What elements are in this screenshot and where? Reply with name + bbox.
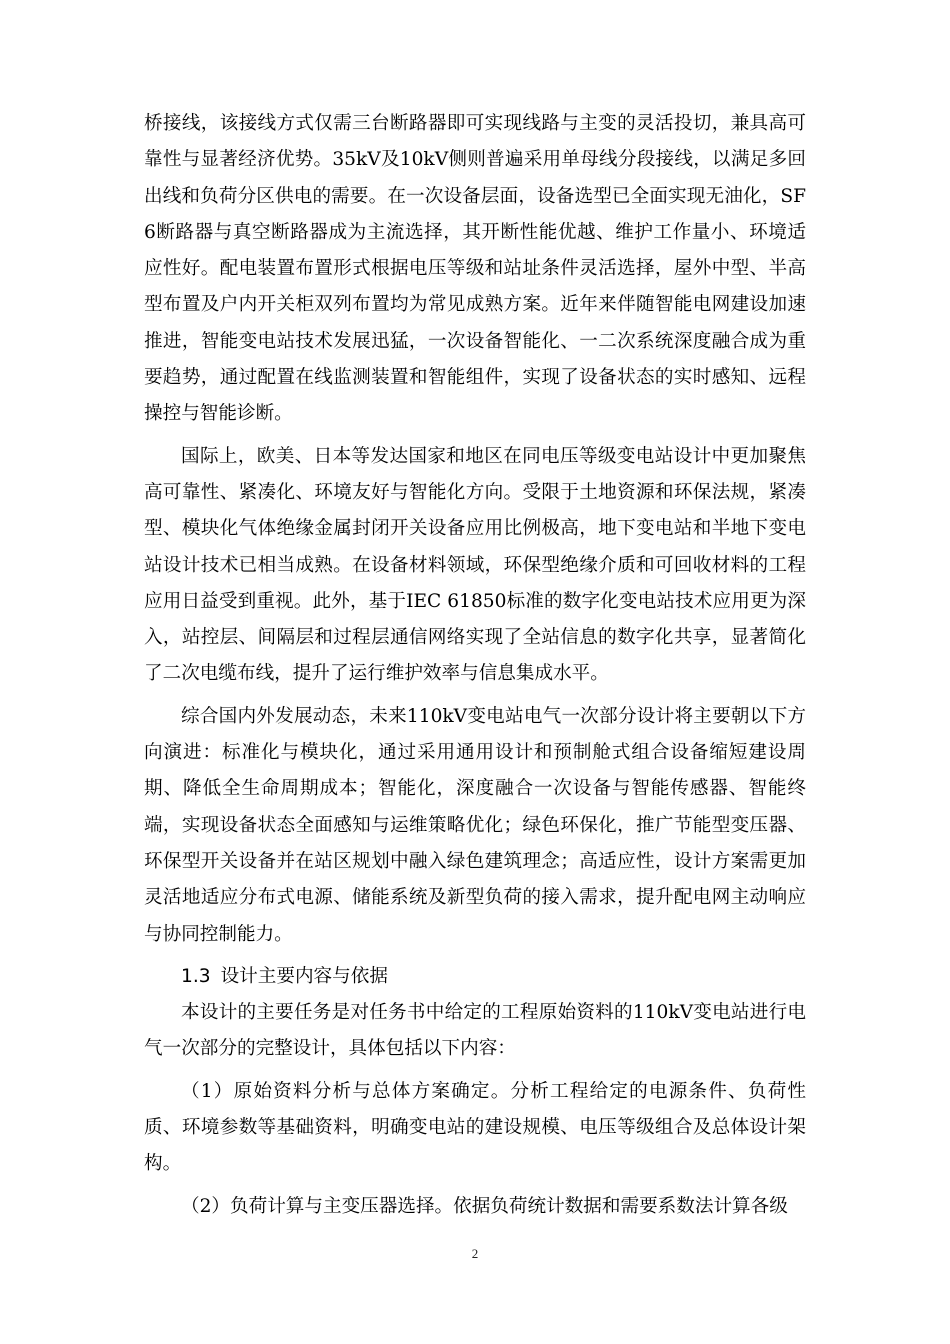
- paragraph-task: 本设计的主要任务是对任务书中给定的工程原始资料的110kV变电站进行电气一次部分的完整设计，具体包括以下内容：: [144, 1002, 806, 1060]
- section-heading: [144, 959, 806, 995]
- section-title: 设计主要内容与依据: [220, 965, 388, 987]
- list-item-1: （1）原始资料分析与总体方案确定。分析工程给定的电源条件、负荷性质、环境参数等基础资料，明确变电站的建设规模、电压等级组合及总体设计架构。: [144, 1080, 806, 1175]
- page-number: 2: [471, 1246, 479, 1261]
- body-text: [144, 106, 806, 1225]
- paragraph-continued: 桥接线，该接线方式仅需三台断路器即可实现线路与主变的灵活投切，兼具高可靠性与显著经济优势。35kV及10kV侧则普遍采用单母线分段接线，以满足多回出线和负荷分区供电的需要。在一次设备层面，设备选型已全面实现无油化，SF6断路器与真空断路器成为主流选择，其开断性能优越、维护工作量小、环境适应性好。配电装置布置形式根据电压等级和站址条件灵活选择，屋外中型、半高型布置及户内开关柜双列布置均为常见成熟方案。近年来伴随智能电网建设加速推进，智能变电站技术发展迅猛，一次设备智能化、一二次系统深度融合成为重要趋势，通过配置在线监测装置和智能组件，实现了设备状态的实时感知、远程操控与智能诊断。: [144, 113, 806, 425]
- paragraph-international: 国际上，欧美、日本等发达国家和地区在同电压等级变电站设计中更加聚焦高可靠性、紧凑化、环境友好与智能化方向。受限于土地资源和环保法规，紧凑型、模块化气体绝缘金属封闭开关设备应用比例极高，地下变电站和半地下变电站设计技术已相当成熟。在设备材料领域，环保型绝缘介质和可回收材料的工程应用日益受到重视。此外，基于IEC 61850标准的数字化变电站技术应用更为深入，站控层、间隔层和过程层通信网络实现了全站信息的数字化共享，显著简化了二次电缆布线，提升了运行维护效率与信息集成水平。: [144, 445, 806, 685]
- list-item-2: （2）负荷计算与主变压器选择。依据负荷统计数据和需要系数法计算各级: [181, 1195, 788, 1217]
- section-number: 1.3: [181, 965, 211, 987]
- paragraph-trends: 综合国内外发展动态，未来110kV变电站电气一次部分设计将主要朝以下方向演进：标准化与模块化，通过采用通用设计和预制舱式组合设备缩短建设周期、降低全生命周期成本；智能化，深度融合一次设备与智能传感器、智能终端，实现设备状态全面感知与运维策略优化；绿色环保化，推广节能型变压器、环保型开关设备并在站区规划中融入绿色建筑理念；高适应性，设计方案需更加灵活地适应分布式电源、储能系统及新型负荷的接入需求，提升配电网主动响应与协同控制能力。: [144, 705, 806, 945]
